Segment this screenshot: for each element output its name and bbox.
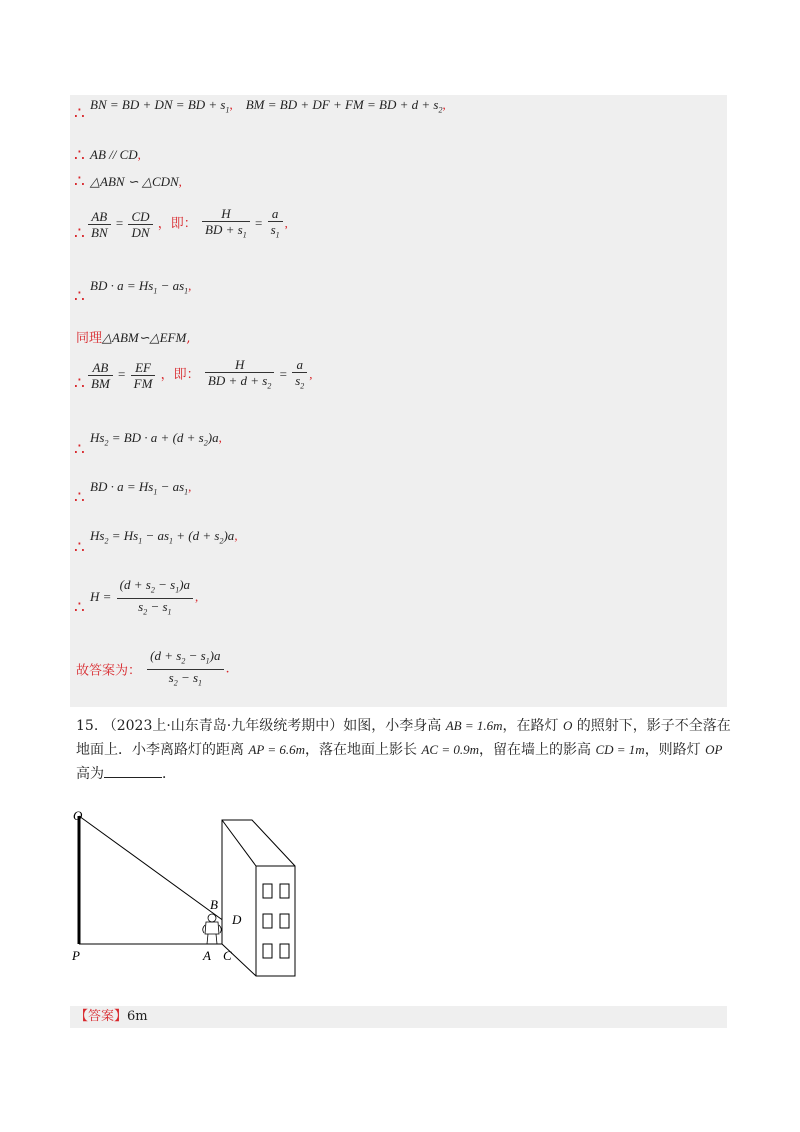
solution-line-6: 同理△ABM∽△EFM, [76, 330, 191, 346]
therefore-symbol: ∴ [74, 104, 85, 124]
therefore-symbol: ∴ [74, 172, 85, 192]
solution-line-1: BN = BD + DN = BD + $s_1$, BM = BD + DF + FM = BD + $d + s_2$, [90, 97, 446, 115]
therefore-symbol: ∴ [74, 440, 85, 460]
solution-line-7: $\frac{AB}{BM}$ = $\frac{EF}{FM}$ ，即： $\frac{H}{BD + d + s_2}$ = $\frac{a}{s_2}$ , [86, 357, 313, 394]
solution-line-9: BD · $a = Hs_1 - as_1$, [90, 479, 192, 497]
building [222, 820, 295, 976]
therefore-symbol: ∴ [74, 598, 85, 618]
solution-line-11: H = $\frac{(d + s_2 - s_1)a}{s_2 - s_1}$ , [90, 577, 199, 617]
solution-line-8: $Hs_2$ = BD · $a + (d + s_2)a$, [90, 430, 222, 448]
question-number: 15. [76, 718, 99, 734]
label-b: B [210, 897, 218, 912]
therefore-symbol: ∴ [74, 538, 85, 558]
therefore-symbol: ∴ [74, 374, 85, 394]
solution-line-2: AB // CD, [90, 147, 141, 162]
therefore-symbol: ∴ [74, 287, 85, 307]
street-lamp-figure [66, 806, 306, 981]
label-d: D [232, 912, 242, 927]
answer-tag: 【答案】 [75, 1009, 128, 1024]
solution-line-12: 故答案为： $\frac{(d + s_2 - s_1)a}{s_2 - s_1}$ . [76, 648, 230, 688]
solution-line-5: BD · $a = Hs_1 - as_1$, [90, 278, 192, 296]
label-p: P [72, 948, 80, 963]
solution-line-3: △ABN ∽ △CDN, [90, 174, 182, 189]
answer-value: 6m [127, 1009, 148, 1024]
answer-blank [104, 763, 162, 778]
light-ray [79, 816, 228, 924]
question-source: （2023上·山东青岛·九年级统考期中） [102, 718, 344, 734]
label-c: C [223, 948, 232, 963]
therefore-symbol: ∴ [74, 224, 85, 244]
solution-line-4: $\frac{AB}{BN}$ = $\frac{CD}{DN}$ ，即： $\frac{H}{BD + s_1}$ = $\frac{a}{s_1}$ , [86, 206, 288, 243]
solution-line-10: $Hs_2 = Hs_1 - as_1 + (d + s_2)a$, [90, 528, 238, 546]
therefore-symbol: ∴ [74, 146, 85, 166]
person-icon [203, 914, 222, 944]
question-15: 15. （2023上·山东青岛·九年级统考期中）如图，小李身高 AB = 1.6m，在路灯 O 的照射下，影子不全落在地面上．小李离路灯的距离 AP = 6.6m，落在地面上影长 AC = 0.9m，留在墙上的影高 CD = 1m，则路灯 OP 高为 ． [76, 718, 731, 782]
label-o: O [73, 808, 83, 823]
answer-bar [70, 1006, 727, 1028]
label-a: A [203, 948, 211, 963]
therefore-symbol: ∴ [74, 488, 85, 508]
